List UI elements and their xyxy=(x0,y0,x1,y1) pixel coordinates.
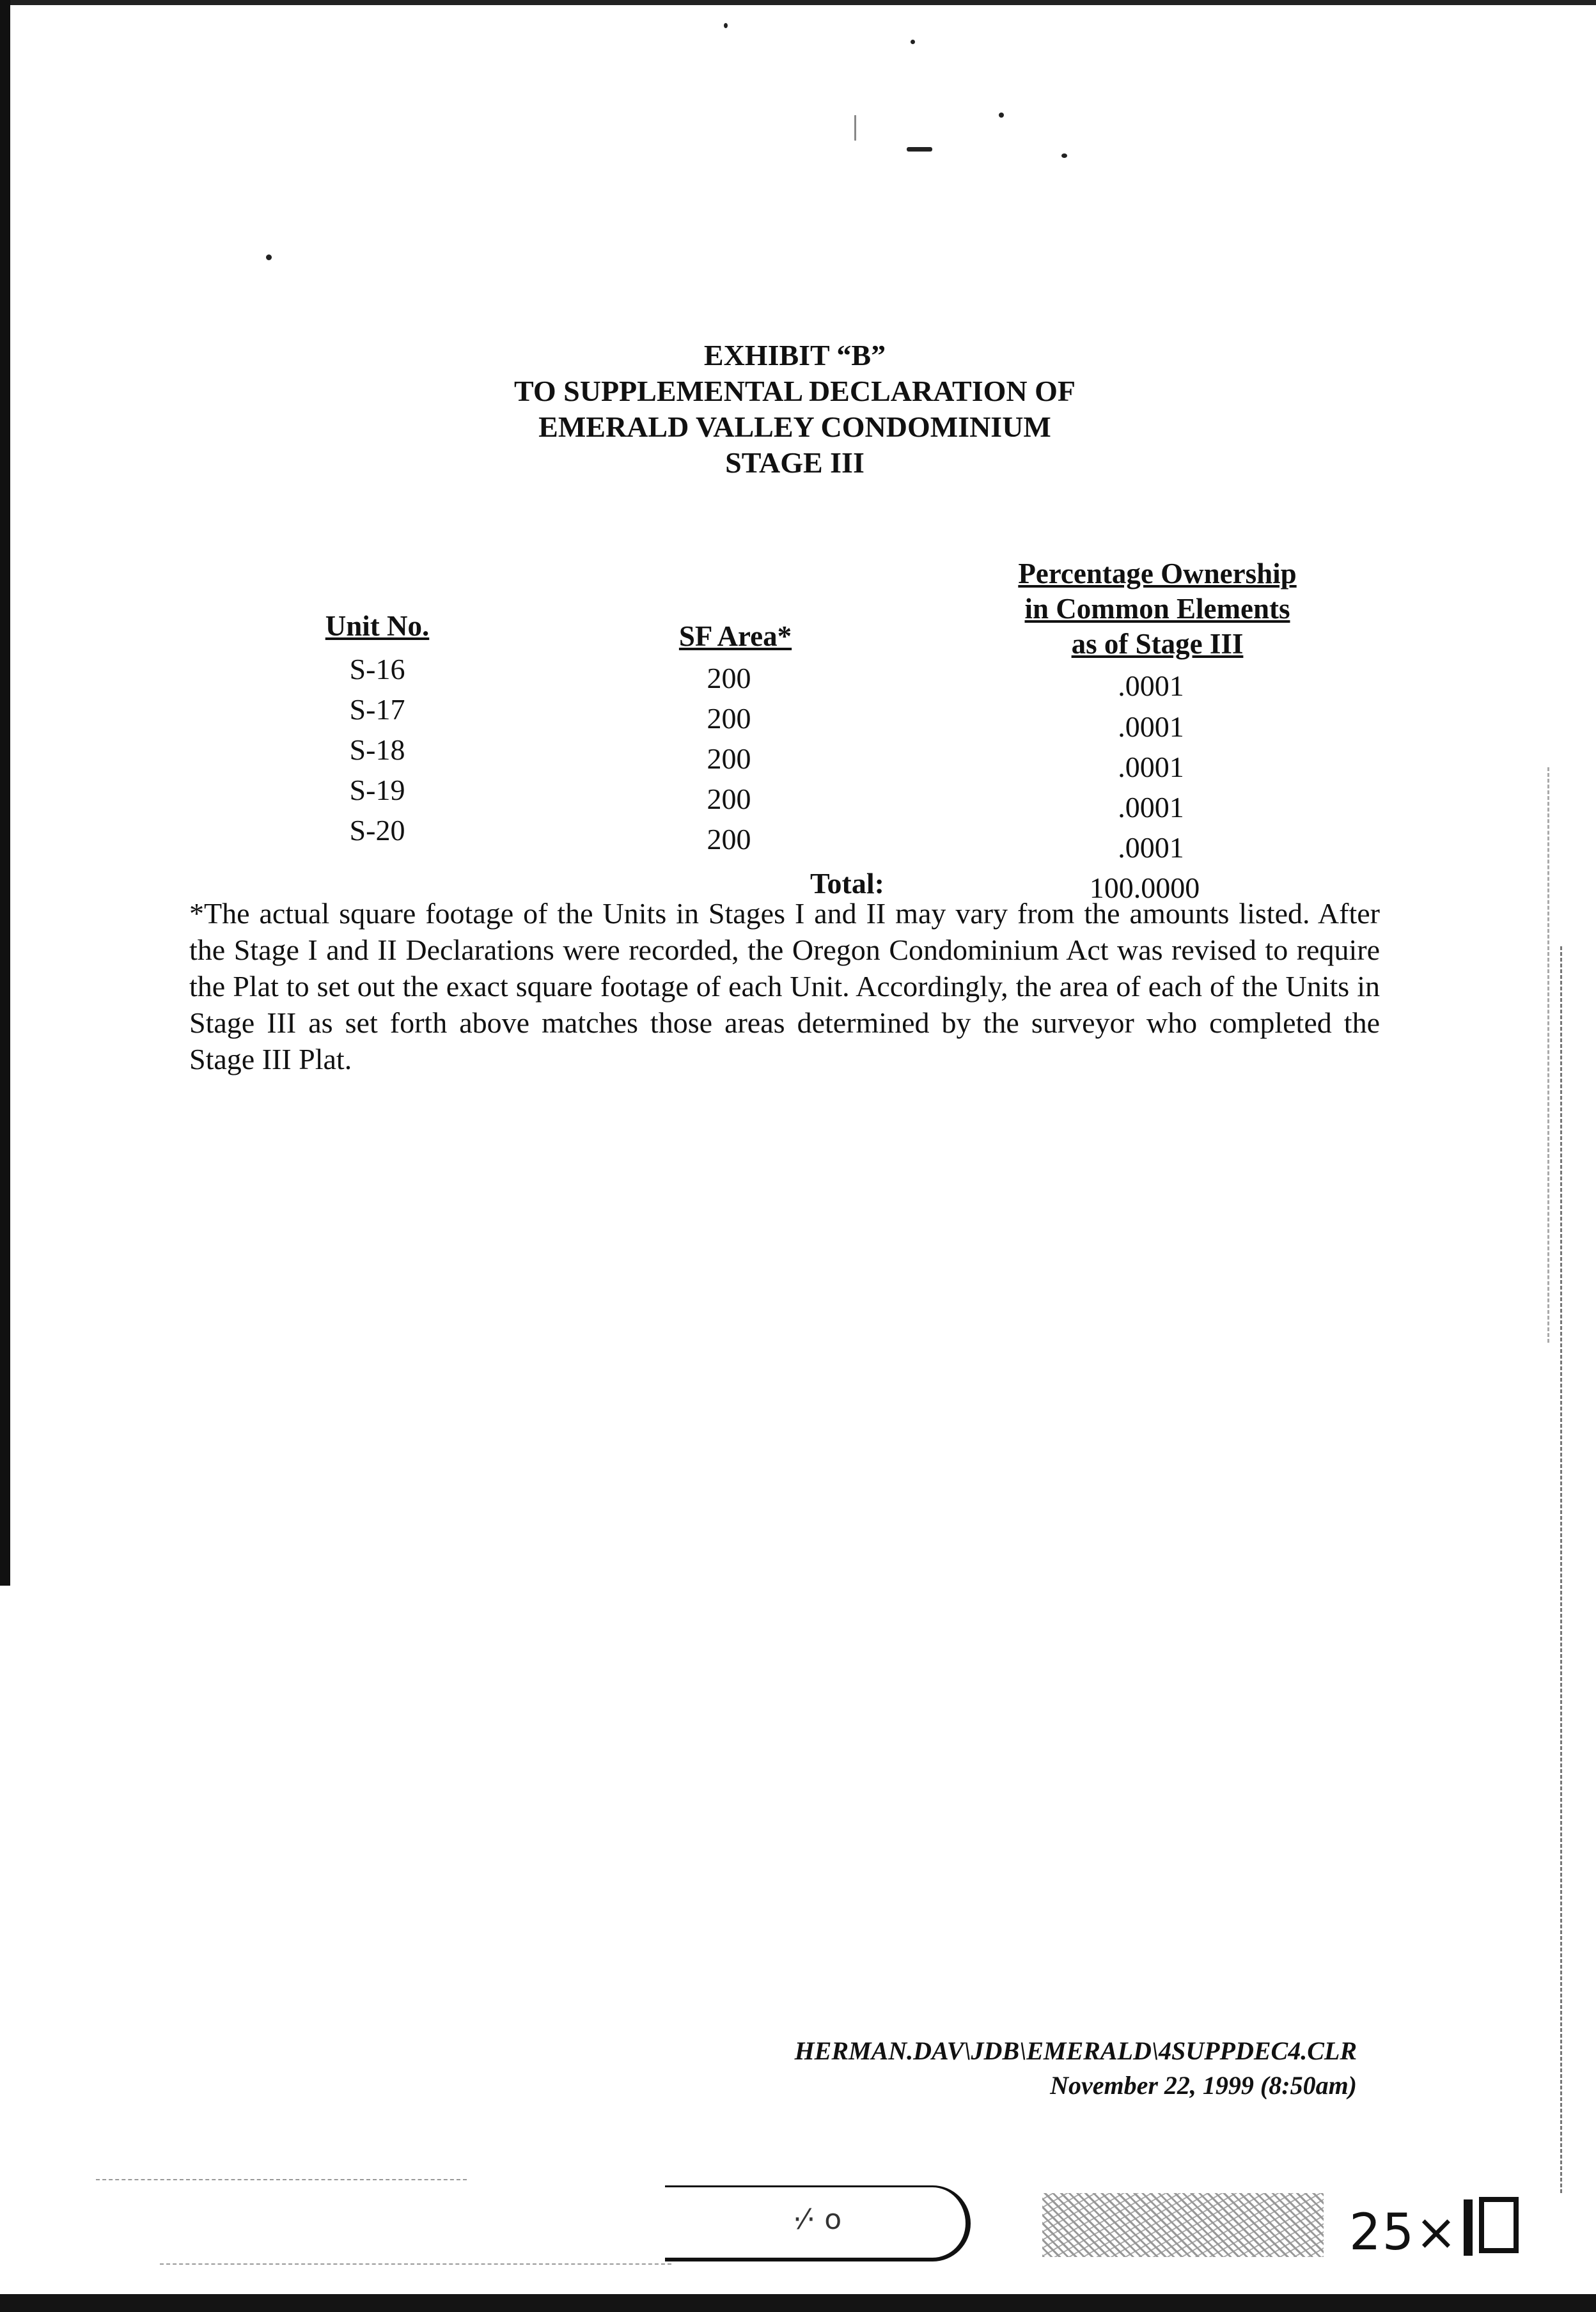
area-cell: 200 xyxy=(707,823,751,855)
scan-edge-bottom xyxy=(0,2294,1596,2312)
scan-edge-noise xyxy=(160,2263,671,2266)
scan-edge-noise xyxy=(1560,946,1564,2193)
pct-cell: .0001 xyxy=(1118,710,1184,743)
stamp-mark: ·⁄· o xyxy=(793,2203,842,2236)
header-pct-line-1: Percentage Ownership xyxy=(1018,558,1297,590)
stamp-bar-mark xyxy=(1464,2199,1473,2256)
title-line-2: TO SUPPLEMENTAL DECLARATION OF xyxy=(514,375,1076,407)
scan-speck xyxy=(266,254,272,260)
area-cell: 200 xyxy=(707,662,751,694)
scan-speck xyxy=(724,23,728,28)
title-line-4: STAGE III xyxy=(725,446,864,479)
area-cell: 200 xyxy=(707,702,751,735)
header-unit-no: Unit No. xyxy=(325,610,430,642)
scan-speck xyxy=(911,40,915,44)
scan-edge-left xyxy=(0,0,10,1586)
scan-edge-top xyxy=(0,0,1596,5)
header-pct-line-3: as of Stage III xyxy=(1071,628,1244,660)
scan-speck xyxy=(907,147,932,152)
total-value: 100.0000 xyxy=(1089,871,1200,904)
title-line-1: EXHIBIT “B” xyxy=(703,339,886,371)
total-label: Total: xyxy=(810,867,884,900)
title-line-3: EMERALD VALLEY CONDOMINIUM xyxy=(538,410,1051,443)
pct-cell: .0001 xyxy=(1118,669,1184,702)
unit-cell: S-17 xyxy=(349,693,405,726)
unit-cell: S-18 xyxy=(349,733,405,766)
pct-cell: .0001 xyxy=(1118,751,1184,783)
footer-file-path: HERMAN.DAV\JDB\EMERALD\4SUPPDEC4.CLR xyxy=(794,2036,1357,2065)
scan-speck xyxy=(999,113,1004,118)
pct-cell: .0001 xyxy=(1118,831,1184,864)
pct-cell: .0001 xyxy=(1118,791,1184,824)
header-sf-area: SF Area* xyxy=(678,620,792,652)
stamp-box-mark xyxy=(1479,2197,1519,2253)
footnote-text: *The actual square footage of the Units in Stages I and II may vary from the amounts listed. After the Stage I and II Declarations were recorded, the Oregon Condominium Act was revised to require the Plat to set out the exact square footage of each Unit. Accordingly, the area of each of the Units in Stage III as set forth above matches those areas determined by the surveyor who completed the Stage III Plat. xyxy=(189,897,1380,1075)
unit-cell: S-19 xyxy=(349,774,405,806)
document-title xyxy=(0,338,1596,481)
header-percentage-ownership xyxy=(972,556,1343,662)
scan-speck xyxy=(854,115,856,141)
area-cell: 200 xyxy=(707,783,751,815)
scan-speck xyxy=(1061,153,1067,158)
page-stamp xyxy=(1349,2197,1519,2261)
scan-edge-noise xyxy=(1547,767,1551,1343)
unit-cell: S-16 xyxy=(349,653,405,685)
scan-edge-noise xyxy=(96,2179,467,2182)
scan-noise-patch xyxy=(1042,2193,1324,2257)
header-pct-line-2: in Common Elements xyxy=(1024,593,1290,625)
unit-cell: S-20 xyxy=(349,814,405,847)
area-cell: 200 xyxy=(707,742,751,775)
page-stamp-code: 25× xyxy=(1349,2204,1459,2261)
footer-date: November 22, 1999 (8:50am) xyxy=(1050,2071,1357,2100)
